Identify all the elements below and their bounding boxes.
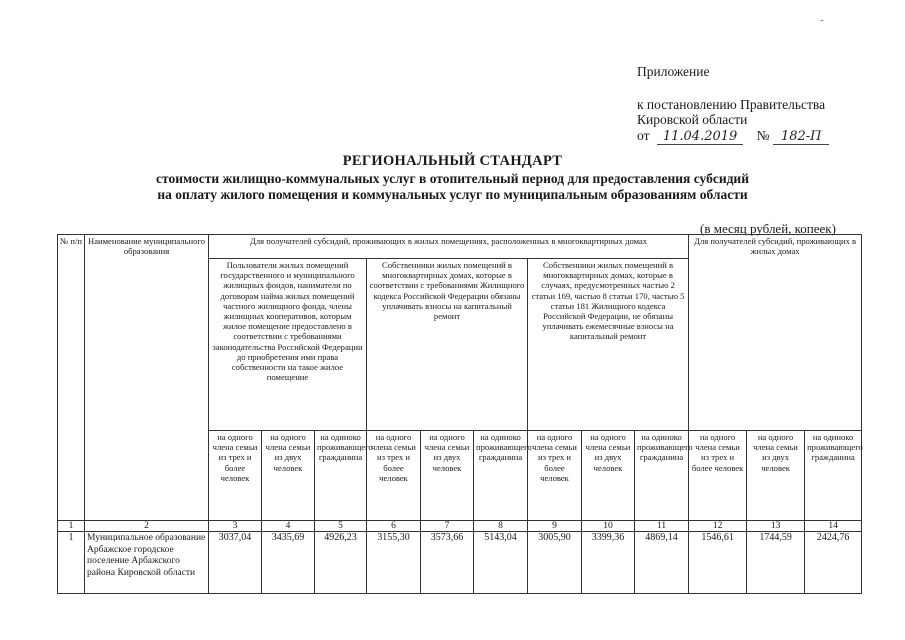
municipality-name: Муниципальное образование Арбажское городское поселение Арбажского района Кировской области bbox=[85, 532, 209, 594]
standard-table bbox=[57, 234, 862, 594]
column-number: 5 bbox=[315, 521, 367, 532]
value-cell: 4926,23 bbox=[315, 532, 367, 594]
region-label: Кировской области bbox=[637, 112, 748, 127]
column-number: 14 bbox=[805, 521, 862, 532]
table-row bbox=[58, 532, 862, 594]
col-header-single: на одиноко проживающего гражданина bbox=[635, 431, 689, 521]
column-number: 4 bbox=[262, 521, 315, 532]
column-number: 1 bbox=[58, 521, 85, 532]
col-header-two-persons: на одного члена семьи из двух человек bbox=[262, 431, 315, 521]
col-header-three-persons: на одного члена семьи из трех и более человек bbox=[209, 431, 262, 521]
group-header-houses: Для получателей субсидий, проживающих в жилых домах bbox=[689, 235, 862, 431]
value-cell: 2424,76 bbox=[805, 532, 862, 594]
col-header-single: на одиноко проживающего гражданина bbox=[315, 431, 367, 521]
units-label: (в месяц рублей, копеек) bbox=[700, 221, 836, 236]
column-number: 11 bbox=[635, 521, 689, 532]
resolution-label: к постановлению Правительства bbox=[637, 97, 826, 112]
col-header-three-persons: на одного члена семьи из трех и более человек bbox=[367, 431, 421, 521]
subtitle-line-2: на оплату жилого помещения и коммунальных услуг по муниципальным образованиям области bbox=[157, 186, 748, 202]
value-cell: 3399,36 bbox=[582, 532, 635, 594]
value-cell: 3435,69 bbox=[262, 532, 315, 594]
number-prefix: № bbox=[756, 128, 770, 143]
value-cell: 3573,66 bbox=[421, 532, 474, 594]
value-cell: 1546,61 bbox=[689, 532, 747, 594]
value-cell: 3005,90 bbox=[528, 532, 582, 594]
document-title: РЕГИОНАЛЬНЫЙ СТАНДАРТ bbox=[342, 153, 563, 169]
col-header-name: Наименование муниципального образования bbox=[85, 235, 209, 521]
appendix-label: Приложение bbox=[637, 64, 710, 79]
col-header-single-houses: на одиноко проживающего гражданина bbox=[805, 431, 862, 521]
column-number: 3 bbox=[209, 521, 262, 532]
value-cell: 3037,04 bbox=[209, 532, 262, 594]
resolution-date-line bbox=[637, 128, 829, 145]
subgroup-header-owners-paying: Собственники жилых помещений в многоквартирных домах, которые в соответствии с требованиями Жилищного кодекса Российской Федерации обязаны уплачивать взносы на капитальный ремонт bbox=[367, 259, 528, 431]
column-number: 10 bbox=[582, 521, 635, 532]
value-cell: 4869,14 bbox=[635, 532, 689, 594]
value-cell: 5143,04 bbox=[474, 532, 528, 594]
date-prefix: от bbox=[637, 128, 650, 143]
row-number: 1 bbox=[58, 532, 85, 594]
value-cell: 1744,59 bbox=[747, 532, 805, 594]
subgroup-header-owners-exempt: Собственники жилых помещений в многоквартирных домах, которые в случаях, предусмотренных частью 2 статьи 169, частью 8 статьи 170, частью 5 статьи 181 Жилищного кодекса Российской Федерации, не обязаны уплачивать ежемесячные взносы на капитальный ремонт bbox=[528, 259, 689, 431]
number-value: 182-П bbox=[773, 129, 830, 145]
col-header-two-persons-houses: на одного члена семьи из двух человек bbox=[747, 431, 805, 521]
column-number: 12 bbox=[689, 521, 747, 532]
col-header-number: № п/п bbox=[58, 235, 85, 521]
subgroup-header-users: Пользователи жилых помещений государственного и муниципального жилищных фондов, наниматели по договорам найма жилых помещений частного жилищного фонда, члены жилищных кооперативов, которым жилое помещение предоставлено в соответствии с требованиями законодательства Российской Федерации до приобретения ими права собственности на такое жилое помещение bbox=[209, 259, 367, 431]
document-subtitle bbox=[0, 171, 905, 202]
date-value: 11.04.2019 bbox=[657, 129, 743, 145]
column-number: 2 bbox=[85, 521, 209, 532]
scan-mark: - bbox=[820, 14, 824, 26]
column-number-row bbox=[58, 521, 862, 532]
col-header-two-persons: на одного члена семьи из двух человек bbox=[582, 431, 635, 521]
col-header-two-persons: на одного члена семьи из двух человек bbox=[421, 431, 474, 521]
column-number: 9 bbox=[528, 521, 582, 532]
col-header-three-persons: на одного члена семьи из трех и более человек bbox=[528, 431, 582, 521]
subtitle-line-1: стоимости жилищно-коммунальных услуг в отопительный период для предоставления субсидий bbox=[156, 171, 749, 186]
table-header-row-1 bbox=[58, 235, 862, 259]
col-header-three-persons-houses: на одного члена семьи из трех и более человек bbox=[689, 431, 747, 521]
column-number: 7 bbox=[421, 521, 474, 532]
group-header-apartment: Для получателей субсидий, проживающих в жилых помещениях, расположенных в многоквартирных домах bbox=[209, 235, 689, 259]
column-number: 13 bbox=[747, 521, 805, 532]
column-number: 8 bbox=[474, 521, 528, 532]
column-number: 6 bbox=[367, 521, 421, 532]
col-header-single: на одиноко проживающего гражданина bbox=[474, 431, 528, 521]
value-cell: 3155,30 bbox=[367, 532, 421, 594]
